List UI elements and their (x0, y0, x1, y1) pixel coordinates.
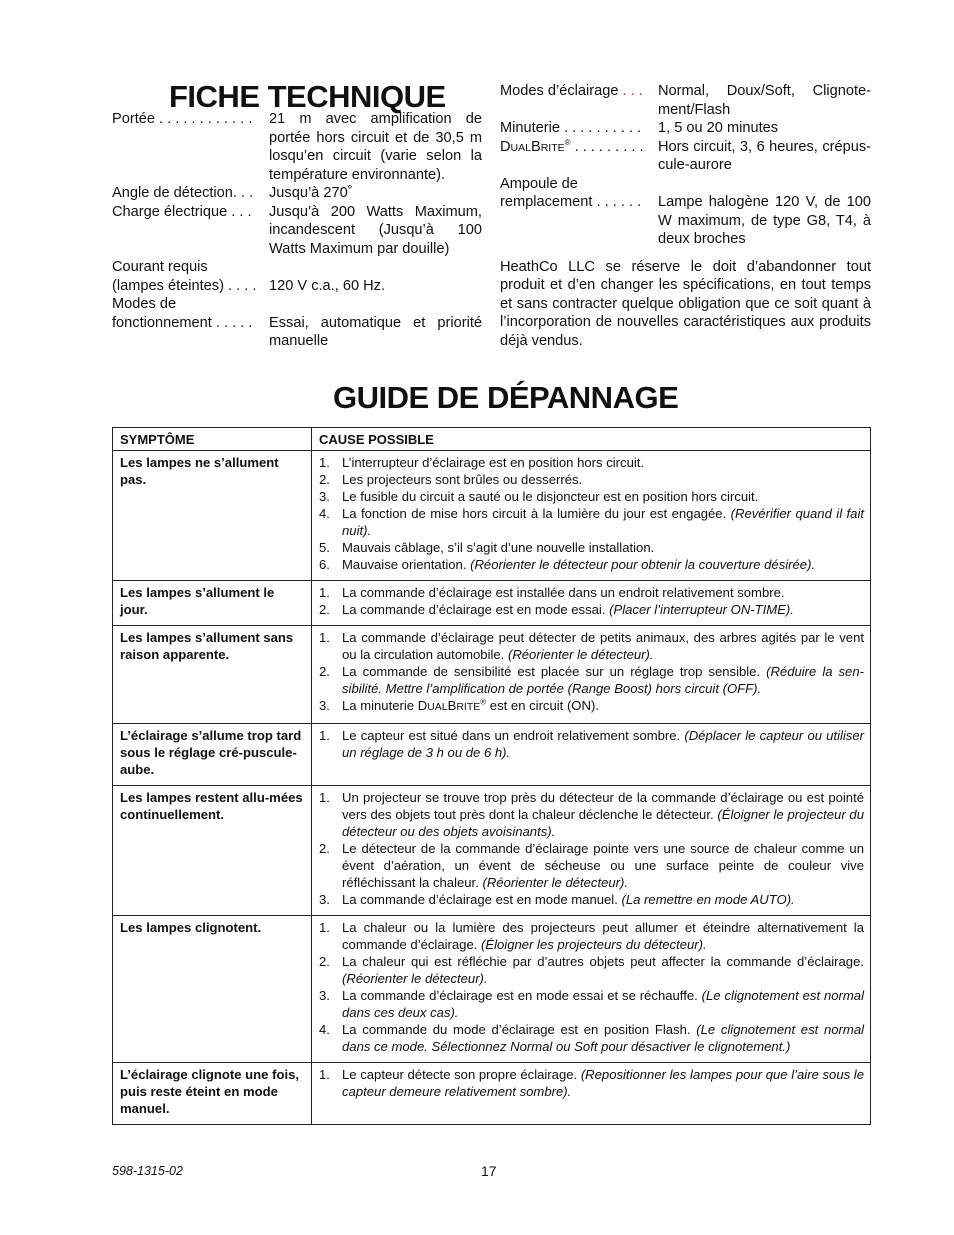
spec-label-continued: Courant requis (112, 259, 208, 275)
cause-remedy: (Réorienter le détecteur). (342, 971, 488, 986)
cause-text: Un projecteur se trouve trop près du détecteur de la commande d’éclairage ou est pointé vers des objets tout près dont la chaleur déclenche le détecteur. (342, 790, 864, 822)
cause-item (319, 488, 864, 505)
cause-remedy: (Réorienter le détecteur pour obtenir la couverture désirée). (470, 557, 816, 572)
cause-text: La commande de sensibilité est placée sur un réglage trop sensible. (342, 664, 761, 679)
column-header-symptom: SYMPTÔME (113, 428, 312, 451)
cause-remedy: (Le clignotement est normal dans ces deux cas). (342, 988, 864, 1020)
cause-text-wrap (342, 953, 864, 987)
symptom-cell: L’éclairage clignote une fois, puis reste éteint en mode manuel. (113, 1063, 312, 1125)
symptom-cell: Les lampes s’allument sans raison apparente. (113, 626, 312, 724)
cause-text-wrap (342, 629, 864, 663)
cause-remedy: (Réduire la sen-sibilité. Mettre l’amplification de portée (Range Boost) hors circuit (OFF). (342, 664, 864, 696)
table-header-row (113, 428, 871, 451)
spec-label (500, 82, 658, 119)
cause-list (319, 789, 864, 908)
guide-depannage-heading: GUIDE DE DÉPANNAGE (333, 380, 679, 415)
cause-remedy: (Revérifier quand il fait nuit). (342, 506, 864, 538)
cause-item (319, 601, 864, 618)
spec-label: fonctionnement . . . . . (112, 314, 253, 331)
cause-cell (312, 581, 871, 626)
spec-value: 120 V c.a., 60 Hz. (269, 277, 386, 294)
cause-text-wrap (342, 891, 864, 908)
cause-item (319, 629, 864, 663)
cause-list (319, 1066, 864, 1100)
cause-number: 1. (319, 790, 330, 805)
spec-row-minuterie (500, 119, 871, 138)
table-row (113, 916, 871, 1063)
dualbrite-b: B (530, 138, 541, 155)
cause-remedy: (Réorienter le détecteur). (482, 875, 629, 890)
cause-text: La fonction de mise hors circuit à la lumière du jour est engagée. (342, 506, 727, 521)
cause-cell (312, 786, 871, 916)
cause-text-wrap (342, 727, 864, 761)
cause-cell (312, 916, 871, 1063)
registered-mark: ® (480, 697, 487, 707)
cause-text: L’interrupteur d’éclairage est en position hors circuit. (342, 455, 645, 470)
cause-number: 1. (319, 920, 330, 935)
cause-cell (312, 451, 871, 581)
cause-number: 2. (319, 664, 330, 679)
cause-item (319, 987, 864, 1021)
cause-item (319, 584, 864, 601)
cause-text: Mauvaise orientation. (342, 557, 467, 572)
cause-number: 1. (319, 455, 330, 470)
cause-text-wrap (342, 488, 864, 505)
cause-number: 3. (319, 988, 330, 1003)
spec-label-dots: . . . . . . . . . (570, 138, 644, 155)
cause-item (319, 840, 864, 891)
cause-text: La commande du mode d’éclairage est en position Flash. (342, 1022, 691, 1037)
cause-text: La commande d’éclairage est en mode essai. (342, 602, 606, 617)
dualbrite-d: D (417, 698, 428, 713)
cause-text-wrap (342, 601, 864, 618)
symptom-cell: Les lampes clignotent. (113, 916, 312, 1063)
dualbrite-ual: UAL (510, 141, 531, 154)
cause-item (319, 505, 864, 539)
troubleshooting-table (112, 427, 871, 1125)
cause-text-wrap (342, 505, 864, 539)
cause-number: 3. (319, 489, 330, 504)
spec-value: 21 m avec amplification de portée hors circuit et de 30,5 m losqu’en circuit (varie selon la température environnante). (269, 111, 482, 183)
cause-remedy: (Placer l’interrupteur ON-TIME). (609, 602, 794, 617)
spec-label-continued: Modes de (112, 296, 177, 312)
cause-number: 3. (319, 698, 330, 713)
cause-text-post: est en circuit (ON). (486, 698, 599, 713)
cause-remedy: (Réorienter le détecteur). (507, 647, 654, 662)
spec-value: Jusqu’à 270˚ (269, 185, 353, 201)
spec-value: Lampe halogène 120 V, de 100 W maximum, de type G8, T4, à deux broches (658, 194, 871, 247)
cause-item (319, 919, 864, 953)
cause-number: 4. (319, 506, 330, 521)
cause-text-wrap (342, 539, 864, 556)
cause-cell (312, 1063, 871, 1125)
dualbrite-rite: RITE (540, 141, 565, 154)
cause-number: 5. (319, 540, 330, 555)
table-row (113, 581, 871, 626)
cause-text-wrap (342, 556, 864, 573)
cause-number: 2. (319, 602, 330, 617)
symptom-cell: Les lampes ne s’allument pas. (113, 451, 312, 581)
spec-label (500, 138, 658, 175)
cause-text: Le capteur est situé dans un endroit relativement sombre. (342, 728, 681, 743)
cause-list (319, 727, 864, 761)
cause-text-wrap (342, 1066, 864, 1100)
dualbrite-b: B (447, 698, 457, 713)
cause-cell (312, 724, 871, 786)
cause-list (319, 919, 864, 1055)
cause-remedy: (Déplacer le capteur ou utiliser un réglage de 3 h ou de 6 h). (342, 728, 864, 760)
dualbrite-ual: UAL (427, 701, 448, 713)
cause-text: La commande d’éclairage peut détecter de petits animaux, des arbres agités par le vent ou la circulation automobile. (342, 630, 864, 662)
column-header-cause: CAUSE POSSIBLE (312, 428, 871, 451)
cause-text: Le fusible du circuit a sauté ou le disjoncteur est en position hors circuit. (342, 489, 759, 504)
page-number: 17 (481, 1163, 497, 1179)
spec-row-ampoule (500, 193, 871, 249)
cause-item (319, 697, 864, 716)
cause-number: 3. (319, 892, 330, 907)
disclaimer-notice: HeathCo LLC se réserve le doit d’abandonner tout produit et d’en changer les spécifications, en tout temps et sans contracter quelque obligation que ce soit quant à l’incorporation de nouvelles caractéristiques aux produits déjà vendus. (500, 258, 871, 349)
cause-text: La chaleur qui est réfléchie par d’autres objets peut affecter la commande d’éclairage. (342, 954, 864, 969)
spec-label-continued: Ampoule de (500, 175, 578, 192)
cause-text: La commande d’éclairage est en mode essai et se réchauffe. (342, 988, 698, 1003)
spec-label-dots: . . . (618, 83, 643, 99)
dualbrite-d: D (500, 138, 511, 155)
cause-text: La commande d’éclairage est installée dans un endroit relativement sombre. (342, 585, 785, 600)
cause-number: 6. (319, 557, 330, 572)
cause-text: La chaleur ou la lumière des projecteurs peut allumer et éteindre alternativement la commande d’éclairage. (342, 920, 864, 952)
symptom-cell: L’éclairage s’allume trop tard sous le réglage cré-puscule-aube. (113, 724, 312, 786)
spec-row-portee (112, 110, 482, 184)
cause-item (319, 789, 864, 840)
spec-value: 1, 5 ou 20 minutes (658, 120, 779, 136)
cause-text-wrap (342, 697, 864, 716)
spec-label: Minuterie . . . . . . . . . . (500, 120, 642, 136)
cause-item (319, 1066, 864, 1100)
cause-list (319, 454, 864, 573)
cause-item (319, 727, 864, 761)
spec-value: Jusqu’à 200 Watts Maximum, incandescent (Jusqu’à 100 Watts Maximum par douille) (269, 203, 482, 257)
cause-number: 1. (319, 585, 330, 600)
cause-text: Le détecteur de la commande d’éclairage pointe vers une source de chaleur comme un évent d’aération, un évent de sécheuse ou une surface peinte de couleur vive réfléchissant la chaleur. (342, 841, 864, 890)
spec-label: Charge électrique . . . (112, 203, 252, 220)
spec-row-modes-fonctionnement (112, 314, 482, 351)
symptom-cell: Les lampes restent allu-mées continuellement. (113, 786, 312, 916)
table-row (113, 786, 871, 916)
table-row (113, 451, 871, 581)
cause-text: Mauvais câblage, s’il s’agit d’une nouvelle installation. (342, 540, 655, 555)
cause-list (319, 629, 864, 716)
cause-item (319, 539, 864, 556)
cause-text-wrap (342, 584, 864, 601)
cause-number: 1. (319, 630, 330, 645)
cause-text: Le capteur détecte son propre éclairage. (342, 1067, 578, 1082)
cause-list (319, 584, 864, 618)
document-number: 598-1315-02 (112, 1164, 183, 1178)
cause-item (319, 663, 864, 697)
cause-item (319, 953, 864, 987)
cause-text-wrap (342, 1021, 864, 1055)
cause-number: 4. (319, 1022, 330, 1037)
fiche-technique-heading: FICHE TECHNIQUE (169, 79, 446, 114)
cause-remedy: (Éloigner les projecteurs du détecteur). (481, 937, 707, 952)
cause-cell (312, 626, 871, 724)
cause-remedy: (Éloigner le projecteur du détecteur ou des objets avoisinants). (342, 807, 864, 839)
cause-text: Les projecteurs sont brûles ou desserrés. (342, 472, 583, 487)
spec-row-angle (112, 184, 482, 203)
spec-list-right (500, 82, 871, 365)
cause-item (319, 891, 864, 908)
cause-item (319, 556, 864, 573)
spec-value: Hors circuit, 3, 6 heures, crépus-cule-aurore (658, 138, 871, 173)
symptom-cell: Les lampes s’allument le jour. (113, 581, 312, 626)
cause-number: 2. (319, 472, 330, 487)
cause-item (319, 454, 864, 471)
spec-list-left (112, 110, 482, 351)
cause-remedy: (La remettre en mode AUTO). (621, 892, 795, 907)
cause-item (319, 471, 864, 488)
cause-text-pre: La minuterie (342, 698, 418, 713)
registered-mark: ® (564, 137, 571, 147)
cause-text: La commande d’éclairage est en mode manuel. (342, 892, 618, 907)
spec-value: Normal, Doux/Soft, Clignote-ment/Flash (658, 83, 871, 118)
cause-number: 1. (319, 728, 330, 743)
dualbrite-rite: RITE (456, 701, 481, 713)
cause-text-wrap (342, 840, 864, 891)
cause-number: 2. (319, 841, 330, 856)
spec-row-modes-eclairage (500, 82, 871, 119)
cause-remedy: (Repositionner les lampes pour que l’aire sous le capteur demeure relativement sombre). (342, 1067, 864, 1099)
cause-item (319, 1021, 864, 1055)
spec-label-text: Modes d’éclairage (500, 83, 619, 99)
cause-number: 1. (319, 1067, 330, 1082)
table-row (113, 724, 871, 786)
cause-number: 2. (319, 954, 330, 969)
spec-value: Essai, automatique et priorité manuelle (269, 314, 482, 349)
cause-remedy: (Le clignotement est normal dans ce mode. Sélectionnez Normal ou Soft pour désactiver le clignotement.) (342, 1022, 865, 1054)
cause-text-wrap (342, 919, 864, 953)
spec-label: remplacement . . . . . . (500, 194, 642, 210)
spec-row-courant (112, 277, 482, 296)
cause-text-wrap (342, 471, 864, 488)
cause-text-wrap (342, 663, 864, 697)
table-row (113, 1063, 871, 1125)
cause-text-wrap (342, 454, 864, 471)
spec-label: Angle de détection. . . (112, 185, 254, 201)
spec-row-dualbrite (500, 138, 871, 175)
table-row (113, 626, 871, 724)
spec-row-charge (112, 203, 482, 259)
spec-label: Portée . . . . . . . . . . . . (112, 111, 253, 127)
cause-text-wrap (342, 789, 864, 840)
spec-label: (lampes éteintes) . . . . (112, 277, 257, 294)
cause-text-wrap (342, 987, 864, 1021)
